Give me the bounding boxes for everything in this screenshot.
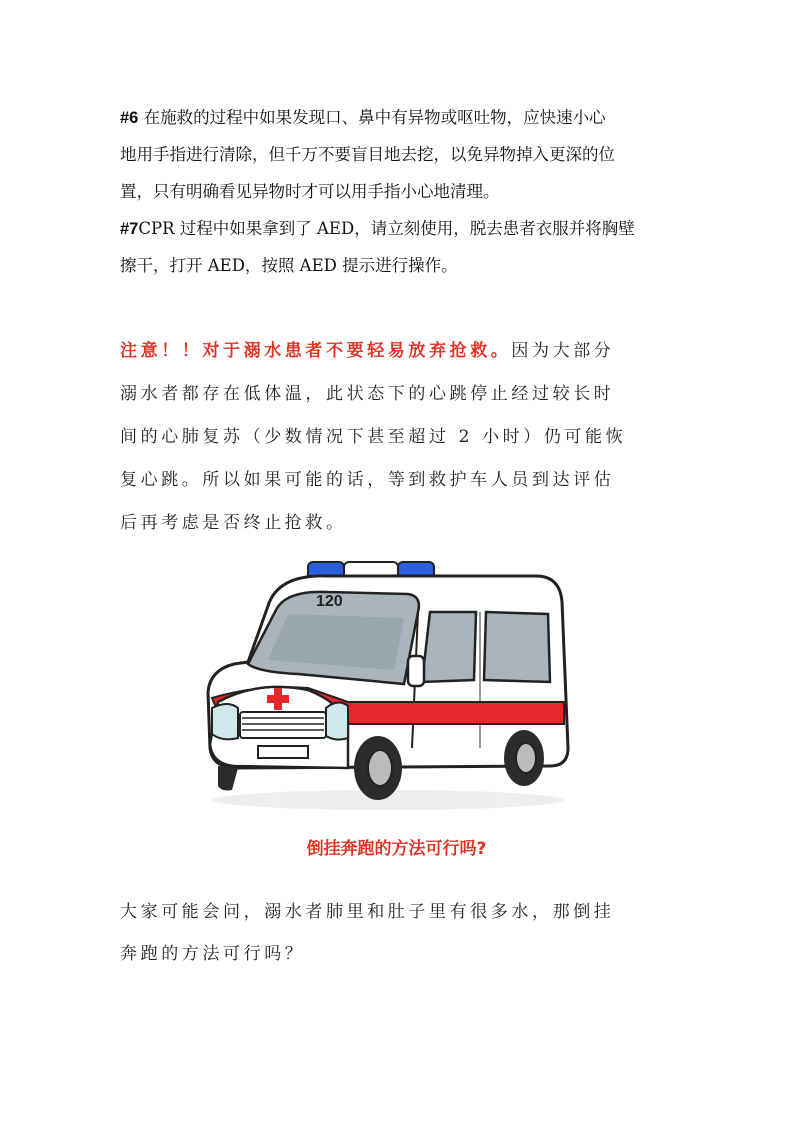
tip-6-line-1 xyxy=(120,103,680,140)
tip-7-line-2: 擦干，打开 AED，按照 AED 提示进行操作。 xyxy=(120,256,458,275)
notice-highlight: 注意！！对于溺水患者不要轻易放弃抢救。 xyxy=(120,341,512,361)
notice-line-5: 后再考虑是否终止抢救。 xyxy=(120,513,347,533)
notice-line-2: 溺水者都存在低体温，此状态下的心跳停止经过较长时 xyxy=(120,384,615,404)
section-title: 倒挂奔跑的方法可行吗? xyxy=(306,839,487,859)
question-paragraph xyxy=(120,897,680,981)
drowning-notice xyxy=(120,336,680,551)
tip-6-number: #6 xyxy=(120,109,139,127)
notice-text-1: 因为大部分 xyxy=(511,341,615,361)
tip-7-text-1: CPR 过程中如果拿到了 AED，请立刻使用，脱去患者衣服并将胸壁 xyxy=(138,219,635,238)
tip-7-line-1 xyxy=(120,214,680,251)
question-line-1: 大家可能会问，溺水者肺里和肚子里有很多水，那倒挂 xyxy=(120,902,615,922)
cpr-tips xyxy=(120,103,680,288)
notice-line-1 xyxy=(120,336,680,379)
tip-6-line-2: 地用手指进行清除，但千万不要盲目地去挖，以免异物掉入更深的位 xyxy=(120,145,615,164)
notice-line-4: 复心跳。所以如果可能的话，等到救护车人员到达评估 xyxy=(120,470,615,490)
ambulance-illustration xyxy=(198,552,578,814)
notice-line-3: 间的心肺复苏（少数情况下甚至超过 2 小时）仍可能恢 xyxy=(120,427,627,447)
ambulance-number-text: 120 xyxy=(316,593,343,610)
question-line-2: 奔跑的方法可行吗？ xyxy=(120,944,306,964)
tip-6-line-3: 置，只有明确看见异物时才可以用手指小心地清理。 xyxy=(120,182,500,201)
tip-6-text-1: 在施救的过程中如果发现口、鼻中有异物或呕吐物，应快速小心 xyxy=(143,108,606,127)
tip-7-number: #7 xyxy=(120,220,139,238)
